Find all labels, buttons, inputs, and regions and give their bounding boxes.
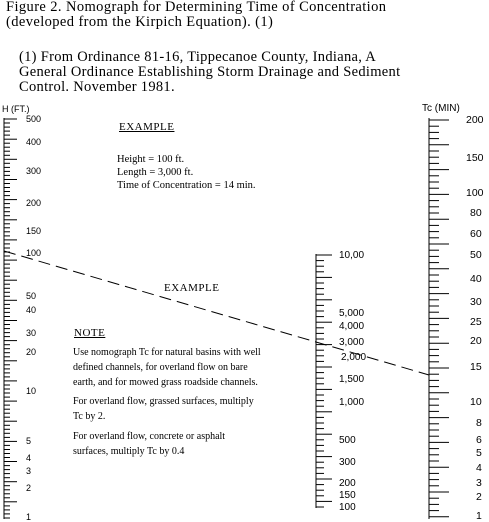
left-axis-title: H (FT.) bbox=[2, 104, 30, 114]
left-label-50: 50 bbox=[26, 291, 37, 301]
citation-line-1: (1) From Ordinance 81-16, Tippecanoe County, Indiana, A bbox=[19, 49, 377, 65]
middle-label-3000: 3,000 bbox=[339, 337, 365, 348]
right-label-100: 100 bbox=[466, 187, 484, 199]
figure-title-line-2: (developed from the Kirpich Equation). (1) bbox=[6, 14, 274, 30]
right-label-30: 30 bbox=[470, 296, 482, 308]
note-p2-line-2: Tc by 2. bbox=[73, 411, 106, 422]
example-time-of-concentration: Time of Concentration = 14 min. bbox=[117, 180, 256, 191]
right-axis-title: Tc (MIN) bbox=[422, 103, 460, 114]
right-label-60: 60 bbox=[470, 228, 482, 240]
citation-line-2: General Ordinance Establishing Storm Drainage and Sediment bbox=[19, 64, 401, 80]
middle-label-150: 150 bbox=[339, 490, 356, 501]
right-scale-ticks bbox=[429, 120, 449, 517]
right-label-6: 6 bbox=[476, 434, 482, 446]
note-p3-line-2: surfaces, multiply Tc by 0.4 bbox=[73, 446, 185, 457]
left-height-scale bbox=[4, 114, 41, 522]
middle-label-4000: 4,000 bbox=[339, 321, 365, 332]
middle-scale-ticks bbox=[316, 255, 332, 507]
note-p1-line-2: defined channels, for overland flow on bare bbox=[73, 362, 248, 373]
right-label-40: 40 bbox=[470, 273, 482, 285]
note-p1-line-3: earth, and for mowed grass roadside channels. bbox=[73, 377, 258, 388]
middle-scale-labels bbox=[339, 250, 366, 513]
right-label-1: 1 bbox=[476, 510, 482, 522]
left-label-1: 1 bbox=[26, 512, 32, 522]
right-label-150: 150 bbox=[466, 152, 484, 164]
middle-label-500: 500 bbox=[339, 435, 356, 446]
right-label-25: 25 bbox=[470, 316, 482, 328]
citation-line-3: Control. November 1981. bbox=[19, 79, 175, 95]
right-label-3: 3 bbox=[476, 477, 482, 489]
right-label-5: 5 bbox=[476, 447, 482, 459]
left-label-3: 3 bbox=[26, 466, 32, 476]
middle-label-2000: 2,000 bbox=[341, 352, 367, 363]
left-label-400: 400 bbox=[26, 137, 42, 147]
left-label-200: 200 bbox=[26, 198, 42, 208]
right-label-50: 50 bbox=[470, 249, 482, 261]
left-scale-ticks bbox=[4, 119, 17, 518]
left-label-10: 10 bbox=[26, 386, 37, 396]
note-p3-line-1: For overland flow, concrete or asphalt bbox=[73, 431, 226, 442]
middle-label-1000: 1,000 bbox=[339, 397, 365, 408]
example-heading: EXAMPLE bbox=[119, 121, 175, 133]
right-label-10: 10 bbox=[470, 396, 482, 408]
left-label-2: 2 bbox=[26, 483, 32, 493]
right-label-4: 4 bbox=[476, 462, 482, 474]
middle-label-300: 300 bbox=[339, 457, 356, 468]
right-label-200: 200 bbox=[466, 114, 484, 126]
left-label-300: 300 bbox=[26, 166, 42, 176]
note-p1-line-1: Use nomograph Tc for natural basins with well bbox=[73, 347, 261, 358]
left-label-4: 4 bbox=[26, 453, 32, 463]
middle-label-5000: 5,000 bbox=[339, 308, 365, 319]
left-scale-labels bbox=[26, 114, 41, 522]
example-line-label: EXAMPLE bbox=[164, 282, 220, 294]
figure-title-line-1: Figure 2. Nomograph for Determining Time of Concentration bbox=[6, 0, 387, 15]
right-tc-scale bbox=[429, 114, 484, 522]
left-label-150: 150 bbox=[26, 226, 42, 236]
right-label-15: 15 bbox=[470, 361, 482, 373]
left-label-20: 20 bbox=[26, 347, 37, 357]
right-label-8: 8 bbox=[476, 417, 482, 429]
note-heading: NOTE bbox=[74, 327, 106, 339]
right-label-80: 80 bbox=[470, 207, 482, 219]
left-label-5: 5 bbox=[26, 436, 32, 446]
middle-length-scale bbox=[316, 250, 366, 513]
example-height: Height = 100 ft. bbox=[117, 154, 185, 165]
note-p2-line-1: For overland flow, grassed surfaces, multiply bbox=[73, 396, 254, 407]
left-label-100: 100 bbox=[26, 248, 42, 258]
example-length: Length = 3,000 ft. bbox=[117, 167, 194, 178]
middle-label-100: 100 bbox=[339, 502, 356, 513]
middle-label-1500: 1,500 bbox=[339, 374, 365, 385]
middle-label-10000: 10,00 bbox=[339, 250, 365, 261]
right-label-20: 20 bbox=[470, 335, 482, 347]
right-scale-labels bbox=[466, 114, 484, 522]
left-label-40: 40 bbox=[26, 305, 37, 315]
left-label-500: 500 bbox=[26, 114, 42, 124]
right-label-2: 2 bbox=[476, 491, 482, 503]
left-label-30: 30 bbox=[26, 328, 37, 338]
middle-label-200: 200 bbox=[339, 478, 356, 489]
